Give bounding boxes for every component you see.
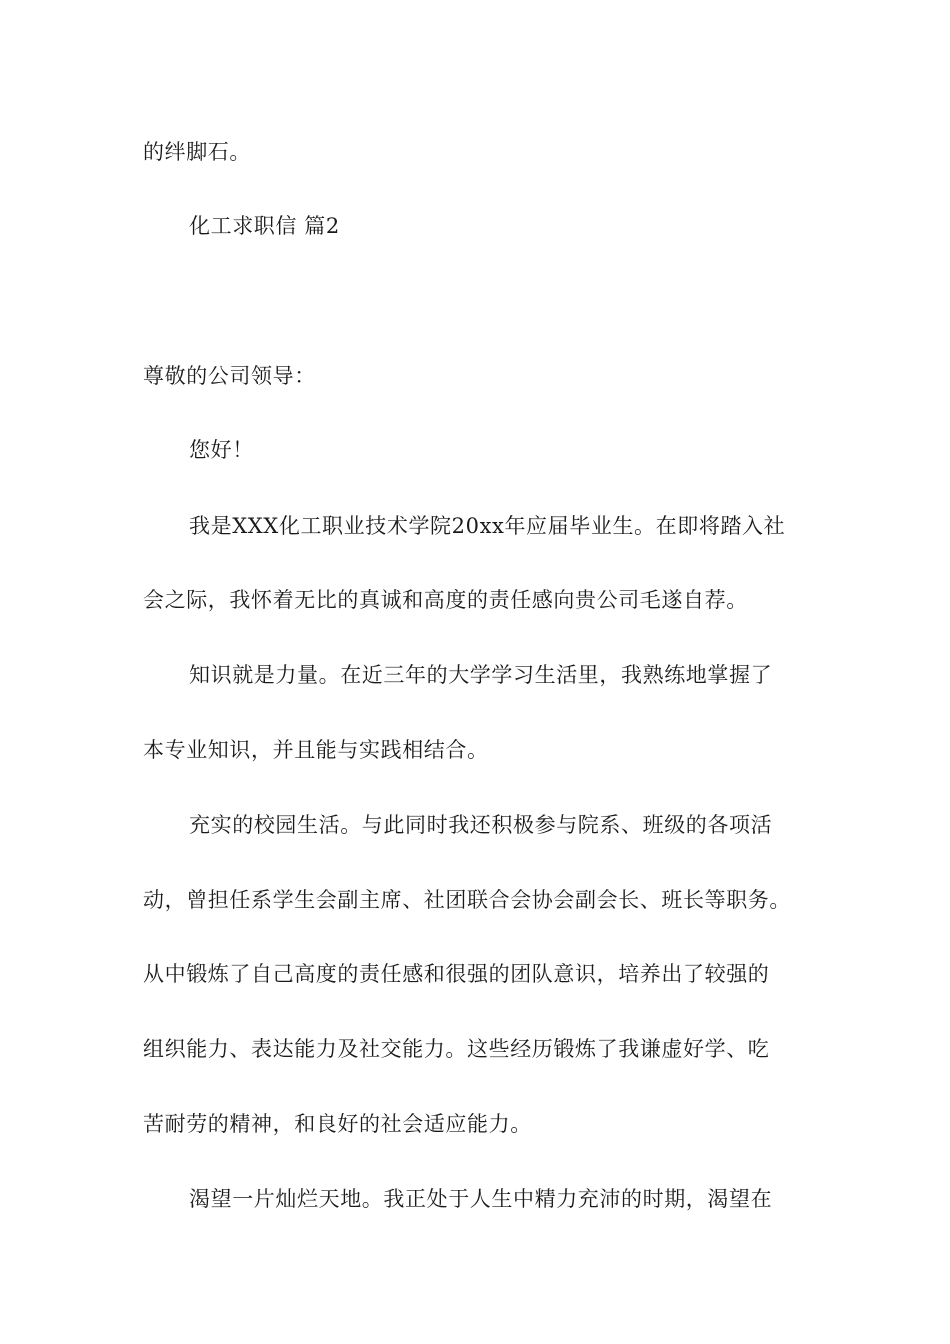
paragraph-line: 的绊脚石。 [143,140,251,164]
paragraph-line: 会之际，我怀着无比的真诚和高度的责任感向贵公司毛遂自荐。 [143,588,748,612]
greeting: 您好！ [189,438,254,462]
paragraph-line: 知识就是力量。在近三年的大学学习生活里，我熟练地掌握了 [189,663,773,687]
paragraph-line: 从中锻炼了自己高度的责任感和很强的团队意识，培养出了较强的 [143,962,770,986]
paragraph-line: 渴望一片灿烂天地。我正处于人生中精力充沛的时期，渴望在 [189,1187,773,1211]
paragraph-line: 组织能力、表达能力及社交能力。这些经历锻炼了我谦虚好学、吃 [143,1037,770,1061]
paragraph-line: 我是XXX化工职业技术学院20xx年应届毕业生。在即将踏入社 [189,514,786,538]
salutation: 尊敬的公司领导： [143,364,316,388]
paragraph-line: 苦耐劳的精神，和良好的社会适应能力。 [143,1112,532,1136]
section-heading: 化工求职信 篇2 [189,214,340,238]
paragraph-line: 本专业知识，并且能与实践相结合。 [143,738,489,762]
paragraph-line: 充实的校园生活。与此同时我还积极参与院系、班级的各项活 [189,813,773,837]
paragraph-line: 动，曾担任系学生会副主席、社团联合会协会副会长、班长等职务。 [143,888,791,912]
